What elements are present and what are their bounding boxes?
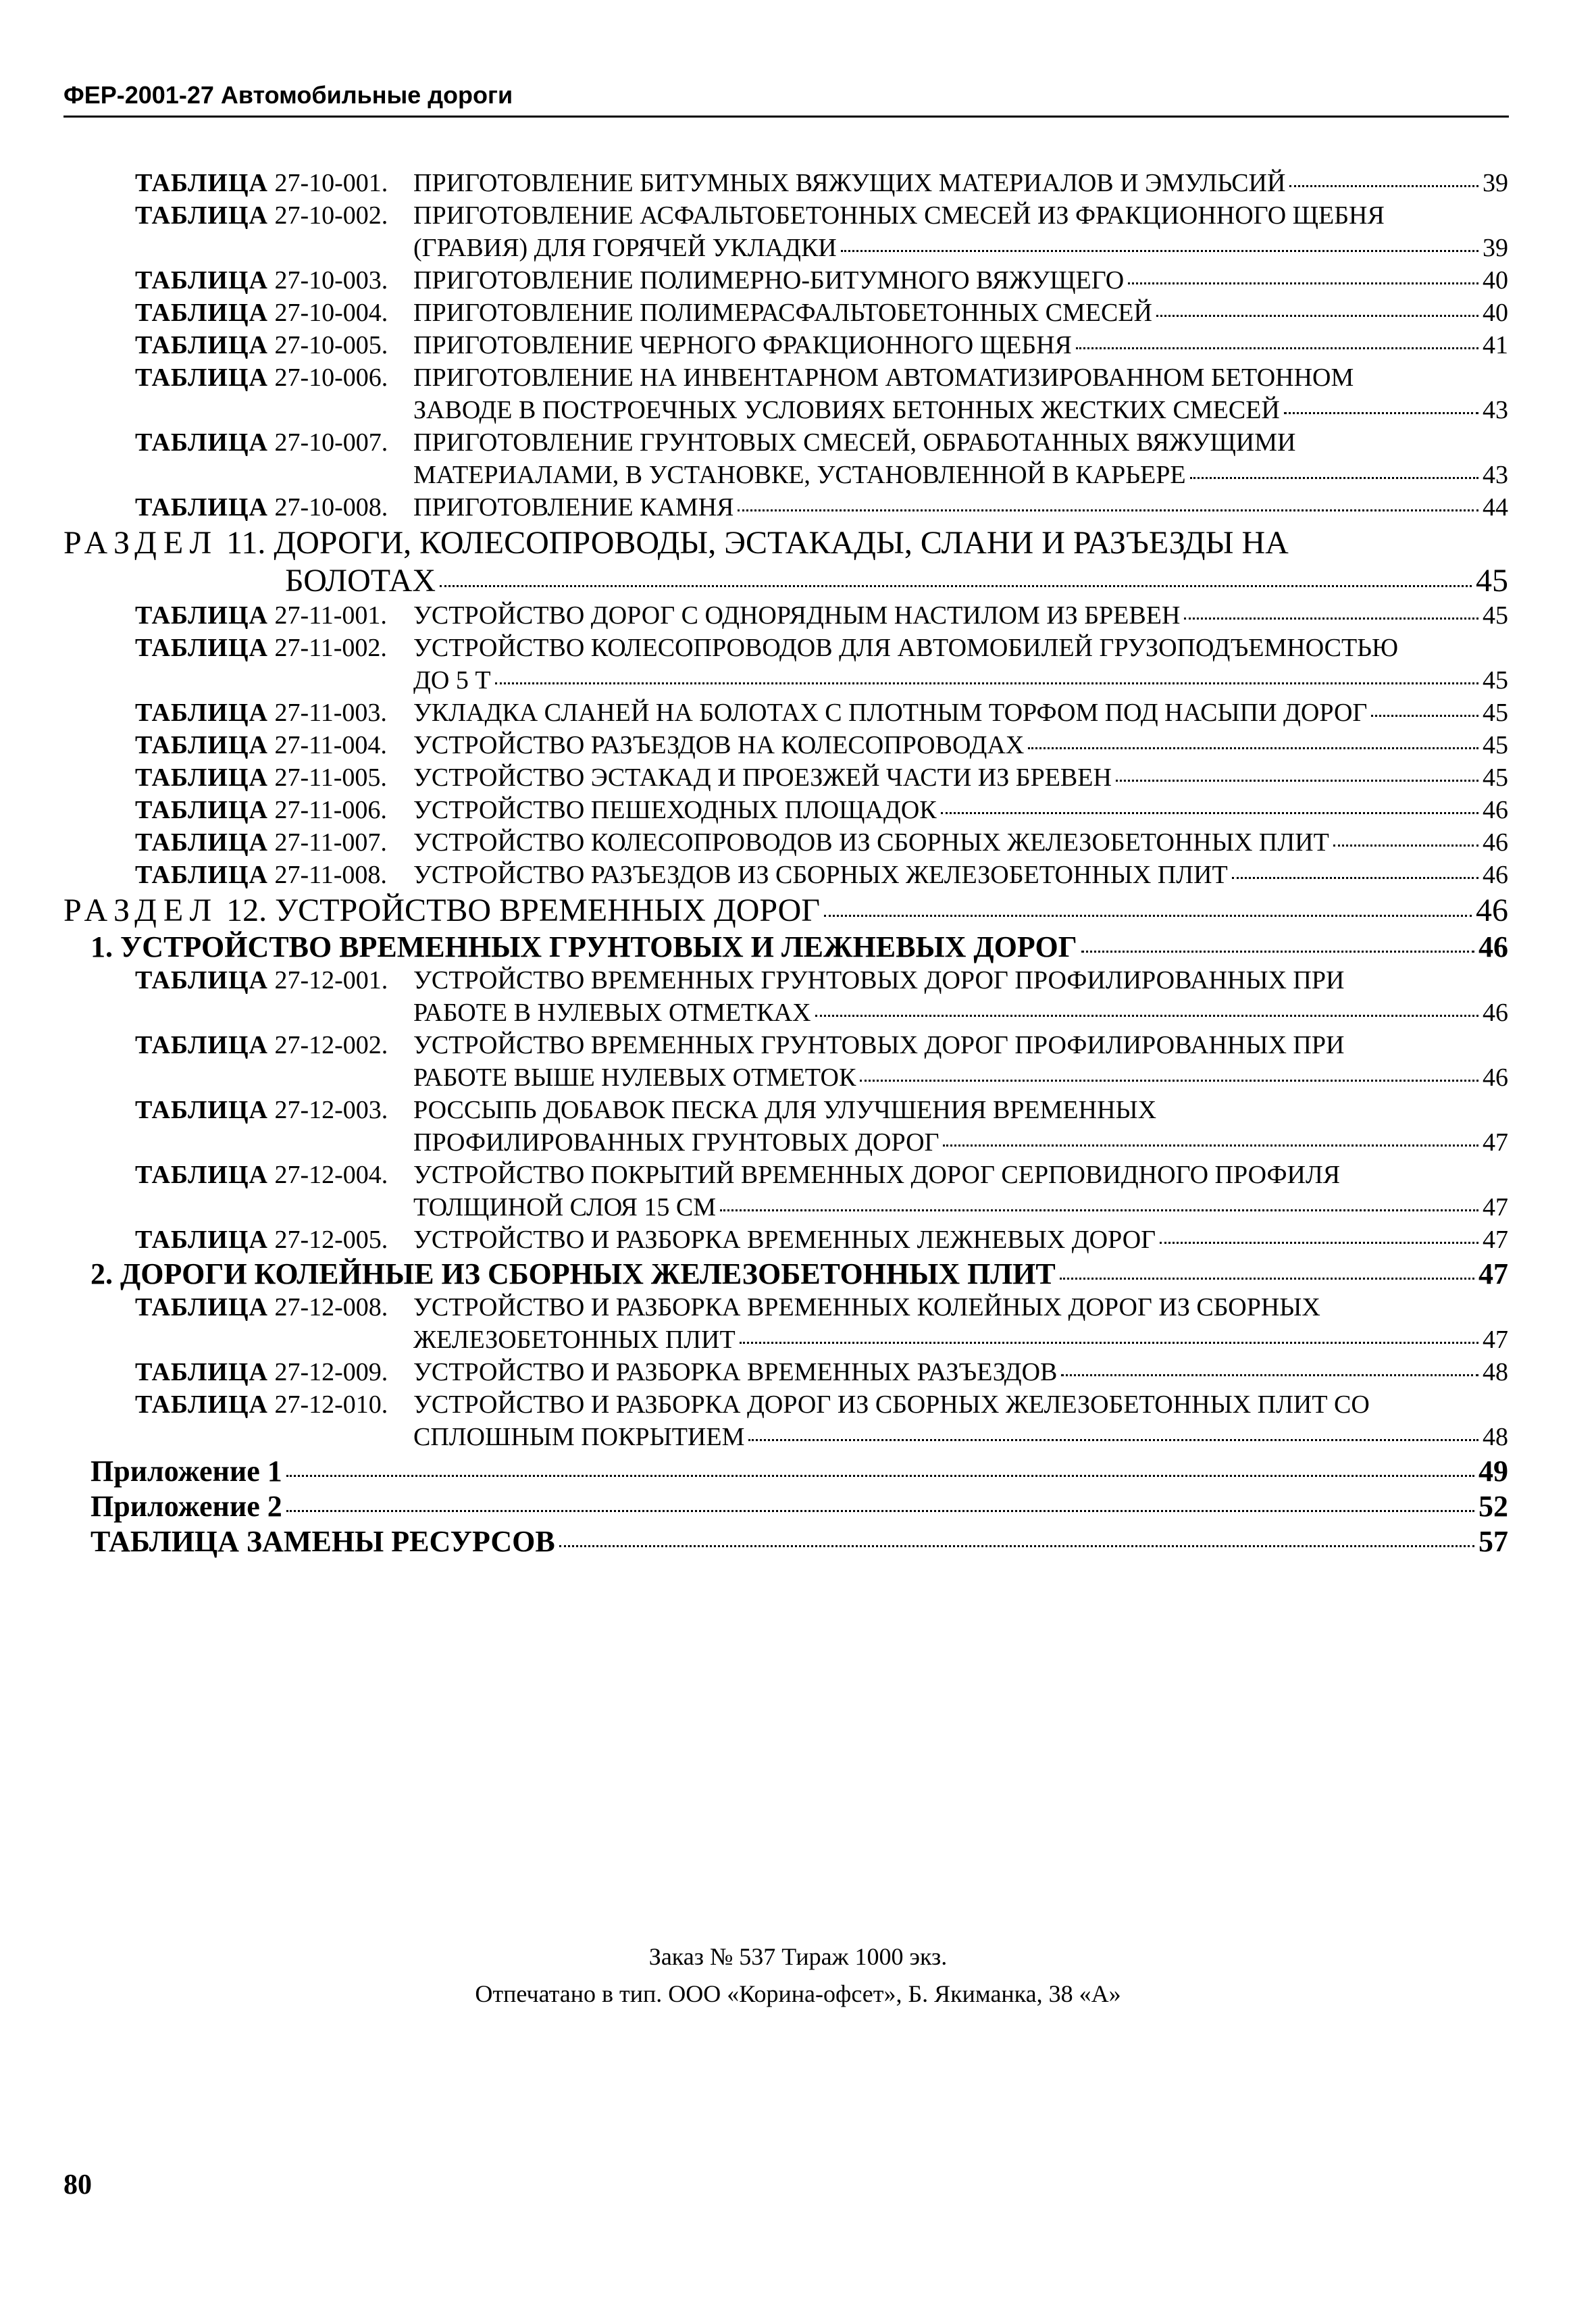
table-number: 27-12-001. [274,966,388,995]
page-ref: 46 [1483,861,1508,889]
entry-title: Приложение 1 [91,1455,282,1488]
toc-entry [135,430,1508,455]
toc-entry [135,170,1508,196]
section-entry [63,527,1508,559]
table-code [135,1227,413,1253]
table-number: 27-10-003. [274,266,388,295]
page-ref: 45 [1483,666,1508,695]
entry-title: УСТРОЙСТВО ДОРОГ С ОДНОРЯДНЫМ НАСТИЛОМ ИЗ БРЕВЕН [413,601,1181,630]
entry-title: УСТРОЙСТВО ВРЕМЕННЫХ ДОРОГ [275,892,821,928]
toc-entry-continuation [413,1194,1508,1220]
table-label: ТАБЛИЦА [135,1358,268,1386]
table-number: 27-11-001. [274,601,387,630]
toc-entry [135,862,1508,888]
subsection-entry [91,932,1508,962]
page-ref: 45 [1483,601,1508,630]
toc-entry [135,1032,1508,1058]
page-ref: 46 [1478,930,1508,963]
entry-title: ПРОФИЛИРОВАННЫХ ГРУНТОВЫХ ДОРОГ [413,1128,939,1157]
table-number: 27-12-008. [274,1293,388,1322]
dot-leader [1060,1278,1474,1280]
table-code [135,967,413,993]
toc-entry [135,1162,1508,1188]
toc-entry [135,495,1508,520]
entry-title: 1. УСТРОЙСТВО ВРЕМЕННЫХ ГРУНТОВЫХ И ЛЕЖНЕВЫХ ДОРОГ [91,930,1077,963]
page-number: 80 [63,2169,92,2200]
table-number: 27-11-007. [274,828,387,857]
dot-leader [860,1080,1478,1082]
page-ref: 48 [1483,1358,1508,1386]
toc-entry [135,300,1508,326]
toc-entry [135,765,1508,790]
table-label: ТАБЛИЦА [135,493,268,522]
appendix-entry [91,1457,1508,1486]
table-number: 27-12-003. [274,1096,388,1124]
entry-title: РОССЫПЬ ДОБАВОК ПЕСКА ДЛЯ УЛУЧШЕНИЯ ВРЕМЕННЫХ [413,1096,1157,1124]
page-ref: 45 [1483,763,1508,792]
entry-title: УСТРОЙСТВО РАЗЪЕЗДОВ НА КОЛЕСОПРОВОДАХ [413,731,1025,759]
page-ref: 43 [1483,461,1508,489]
page-ref: 47 [1483,1128,1508,1157]
entry-title: БОЛОТАХ [285,563,436,599]
table-label: ТАБЛИЦА [135,601,268,630]
table-code [135,1032,413,1058]
dot-leader [1184,618,1478,620]
page-ref: 47 [1478,1257,1508,1290]
table-code [135,1162,413,1188]
table-code [135,365,413,391]
table-number: 27-11-002. [274,634,387,662]
table-code [135,495,413,520]
toc-entry [135,365,1508,391]
dot-leader [740,1342,1478,1344]
table-code [135,170,413,196]
toc-entry [135,603,1508,628]
entry-title: РАБОТЕ В НУЛЕВЫХ ОТМЕТКАХ [413,999,811,1027]
entry-title: УСТРОЙСТВО И РАЗБОРКА ВРЕМЕННЫХ КОЛЕЙНЫХ ДОРОГ ИЗ СБОРНЫХ [413,1293,1320,1322]
table-code [135,300,413,326]
table-code [135,332,413,358]
table-code [135,1294,413,1320]
entry-title: ПРИГОТОВЛЕНИЕ ПОЛИМЕРНО-БИТУМНОГО ВЯЖУЩЕГО [413,266,1125,295]
table-label: ТАБЛИЦА [135,299,268,327]
page-ref: 41 [1483,331,1508,359]
entry-title: ТОЛЩИНОЙ СЛОЯ 15 СМ [413,1193,717,1222]
entry-title: УСТРОЙСТВО И РАЗБОРКА ДОРОГ ИЗ СБОРНЫХ ЖЕЛЕЗОБЕТОННЫХ ПЛИТ СО [413,1390,1370,1419]
table-label: ТАБЛИЦА [135,1226,268,1254]
table-label: ТАБЛИЦА [135,861,268,889]
entry-title: СПЛОШНЫМ ПОКРЫТИЕМ [413,1423,745,1451]
page-ref: 45 [1483,731,1508,759]
entry-title: УСТРОЙСТВО ЭСТАКАД И ПРОЕЗЖЕЙ ЧАСТИ ИЗ БРЕВЕН [413,763,1112,792]
toc-entry-continuation [413,1327,1508,1353]
dot-leader [1190,477,1478,479]
dot-leader [824,915,1472,917]
table-number: 27-10-004. [274,299,388,327]
table-label: ТАБЛИЦА [135,699,268,727]
page-ref: 39 [1483,169,1508,197]
table-label: ТАБЛИЦА [135,1031,268,1059]
page-ref: 57 [1478,1525,1508,1558]
dot-leader [286,1475,1474,1477]
table-label: ТАБЛИЦА [135,363,268,392]
toc-entry-continuation [413,462,1508,488]
table-code [135,430,413,455]
entry-title: 2. ДОРОГИ КОЛЕЙНЫЕ ИЗ СБОРНЫХ ЖЕЛЕЗОБЕТОННЫХ ПЛИТ [91,1257,1056,1290]
table-code [135,635,413,661]
appendix-entry [91,1527,1508,1557]
page-ref: 47 [1483,1326,1508,1354]
table-number: 27-10-006. [274,363,388,392]
table-label: ТАБЛИЦА [135,1293,268,1322]
page-ref: 40 [1483,299,1508,327]
dot-leader [286,1510,1474,1512]
page-ref: 39 [1483,234,1508,262]
dot-leader [720,1209,1478,1211]
table-label: ТАБЛИЦА [135,331,268,359]
toc-entry [135,700,1508,726]
dot-leader [1028,747,1478,749]
dot-leader [1232,877,1478,879]
toc-entry [135,797,1508,823]
entry-title: (ГРАВИЯ) ДЛЯ ГОРЯЧЕЙ УКЛАДКИ [413,234,837,262]
table-code [135,732,413,758]
page-ref: 47 [1483,1193,1508,1222]
table-number: 27-11-003. [274,699,387,727]
table-label: ТАБЛИЦА [135,266,268,295]
dot-leader [1061,1374,1478,1376]
dot-leader [941,812,1478,814]
entry-title: РАБОТЕ ВЫШЕ НУЛЕВЫХ ОТМЕТОК [413,1063,856,1092]
page-ref: 46 [1483,828,1508,857]
dot-leader [1333,845,1478,847]
entry-title: УСТРОЙСТВО РАЗЪЕЗДОВ ИЗ СБОРНЫХ ЖЕЛЕЗОБЕТОННЫХ ПЛИТ [413,861,1228,889]
toc-entry-continuation [413,668,1508,693]
appendix-entry [91,1492,1508,1521]
dot-leader [815,1015,1478,1017]
toc-entry [135,332,1508,358]
entry-title: УСТРОЙСТВО И РАЗБОРКА ВРЕМЕННЫХ ЛЕЖНЕВЫХ ДОРОГ [413,1226,1156,1254]
table-label: ТАБЛИЦА [135,966,268,995]
page-ref: 45 [1483,699,1508,727]
page-ref: 46 [1476,892,1508,928]
table-code [135,1359,413,1385]
header-rule [63,116,1509,118]
page-ref: 45 [1476,563,1508,599]
entry-title: УСТРОЙСТВО ВРЕМЕННЫХ ГРУНТОВЫХ ДОРОГ ПРОФИЛИРОВАННЫХ ПРИ [413,966,1345,995]
dot-leader [1128,282,1478,284]
toc-entry-continuation [413,235,1508,261]
section-label: РАЗДЕЛ [63,525,219,561]
dot-leader [748,1439,1478,1441]
entry-title: ПРИГОТОВЛЕНИЕ ПОЛИМЕРАСФАЛЬТОБЕТОННЫХ СМЕСЕЙ [413,299,1152,327]
table-number: 27-12-009. [274,1358,388,1386]
table-code [135,700,413,726]
table-label: ТАБЛИЦА [135,796,268,824]
entry-title: УСТРОЙСТВО ВРЕМЕННЫХ ГРУНТОВЫХ ДОРОГ ПРОФИЛИРОВАННЫХ ПРИ [413,1031,1345,1059]
table-number: 27-12-005. [274,1226,388,1254]
toc-entry [135,203,1508,228]
table-code [135,765,413,790]
section-number: 11. [226,525,266,561]
entry-title: ТАБЛИЦА ЗАМЕНЫ РЕСУРСОВ [91,1525,555,1558]
table-number: 27-10-008. [274,493,388,522]
entry-title: УСТРОЙСТВО КОЛЕСОПРОВОДОВ ИЗ СБОРНЫХ ЖЕЛЕЗОБЕТОННЫХ ПЛИТ [413,828,1329,857]
toc-entry [135,268,1508,293]
table-number: 27-11-005. [274,763,387,792]
entry-title: ПРИГОТОВЛЕНИЕ НА ИНВЕНТАРНОМ АВТОМАТИЗИРОВАННОМ БЕТОННОМ [413,363,1354,392]
toc-entry [135,1359,1508,1385]
table-code [135,797,413,823]
table-number: 27-10-005. [274,331,388,359]
entry-title: Приложение 2 [91,1490,282,1523]
dot-leader [1081,951,1474,953]
toc-entry-continuation [413,1000,1508,1026]
print-order-line: Заказ № 537 Тираж 1000 экз. [648,1943,948,1970]
table-label: ТАБЛИЦА [135,428,268,457]
toc-entry [135,1392,1508,1417]
table-number: 27-12-002. [274,1031,388,1059]
entry-title: ПРИГОТОВЛЕНИЕ КАМНЯ [413,493,734,522]
entry-title: МАТЕРИАЛАМИ, В УСТАНОВКЕ, УСТАНОВЛЕННОЙ В КАРЬЕРЕ [413,461,1186,489]
table-number: 27-10-007. [274,428,388,457]
table-number: 27-10-002. [274,201,388,230]
toc-entry [135,1294,1508,1320]
dot-leader [1284,412,1478,414]
table-code [135,830,413,855]
table-code [135,603,413,628]
table-code [135,1097,413,1123]
entry-title: ЖЕЛЕЗОБЕТОННЫХ ПЛИТ [413,1326,736,1354]
dot-leader [1076,347,1478,349]
entry-title: ПРИГОТОВЛЕНИЕ БИТУМНЫХ ВЯЖУЩИХ МАТЕРИАЛОВ И ЭМУЛЬСИЙ [413,169,1286,197]
dot-leader [495,682,1478,684]
entry-title: ПРИГОТОВЛЕНИЕ ЧЕРНОГО ФРАКЦИОННОГО ЩЕБНЯ [413,331,1072,359]
entry-title: УКЛАДКА СЛАНЕЙ НА БОЛОТАХ С ПЛОТНЫМ ТОРФОМ ПОД НАСЫПИ ДОРОГ [413,699,1368,727]
dot-leader [1116,780,1478,782]
page-ref: 44 [1483,493,1508,522]
printing-house-line: Отпечатано в тип. ООО «Корина-офсет», Б. Якиманка, 38 «А» [475,1980,1121,2007]
entry-title: ДОРОГИ, КОЛЕСОПРОВОДЫ, ЭСТАКАДЫ, СЛАНИ И РАЗЪЕЗДЫ НА [274,525,1289,561]
dot-leader [440,585,1472,587]
section-entry-continuation [285,565,1508,597]
dot-leader [1289,185,1478,187]
table-label: ТАБЛИЦА [135,1096,268,1124]
table-number: 27-12-004. [274,1161,388,1189]
page-ref: 46 [1483,999,1508,1027]
toc-entry [135,1097,1508,1123]
section-number: 12. [226,892,267,928]
table-number: 27-12-010. [274,1390,388,1419]
entry-title: ПРИГОТОВЛЕНИЕ АСФАЛЬТОБЕТОННЫХ СМЕСЕЙ ИЗ ФРАКЦИОННОГО ЩЕБНЯ [413,201,1385,230]
table-code [135,1392,413,1417]
dot-leader [1156,315,1478,317]
toc-entry-continuation [413,1424,1508,1450]
subsection-entry [91,1259,1508,1289]
page-ref: 40 [1483,266,1508,295]
toc-entry [135,967,1508,993]
page-ref: 48 [1483,1423,1508,1451]
toc-entry-continuation [413,1065,1508,1090]
table-label: ТАБЛИЦА [135,201,268,230]
dot-leader [841,250,1478,252]
toc-entry [135,1227,1508,1253]
table-code [135,203,413,228]
table-label: ТАБЛИЦА [135,1161,268,1189]
table-number: 27-11-008. [274,861,387,889]
entry-title: УСТРОЙСТВО ПЕШЕХОДНЫХ ПЛОЩАДОК [413,796,937,824]
dot-leader [738,509,1478,511]
entry-title: ДО 5 Т [413,666,491,695]
table-code [135,862,413,888]
entry-title: ПРИГОТОВЛЕНИЕ ГРУНТОВЫХ СМЕСЕЙ, ОБРАБОТАННЫХ ВЯЖУЩИМИ [413,428,1296,457]
toc-entry [135,635,1508,661]
dot-leader [1371,715,1478,717]
table-label: ТАБЛИЦА [135,1390,268,1419]
entry-title: УСТРОЙСТВО ПОКРЫТИЙ ВРЕМЕННЫХ ДОРОГ СЕРПОВИДНОГО ПРОФИЛЯ [413,1161,1341,1189]
table-code [135,268,413,293]
table-number: 27-11-006. [274,796,387,824]
section-label: РАЗДЕЛ [63,892,219,928]
page-ref: 47 [1483,1226,1508,1254]
table-label: ТАБЛИЦА [135,634,268,662]
entry-title: УСТРОЙСТВО КОЛЕСОПРОВОДОВ ДЛЯ АВТОМОБИЛЕЙ ГРУЗОПОДЪЕМНОСТЬЮ [413,634,1399,662]
table-label: ТАБЛИЦА [135,731,268,759]
dot-leader [943,1145,1478,1147]
dot-leader [559,1545,1474,1547]
toc-entry [135,830,1508,855]
table-number: 27-11-004. [274,731,387,759]
running-header: ФЕР-2001-27 Автомобильные дороги [63,81,513,109]
table-label: ТАБЛИЦА [135,763,268,792]
page-ref: 46 [1483,1063,1508,1092]
toc-entry-continuation [413,397,1508,423]
dot-leader [1160,1242,1478,1244]
entry-title: ЗАВОДЕ В ПОСТРОЕЧНЫХ УСЛОВИЯХ БЕТОННЫХ ЖЕСТКИХ СМЕСЕЙ [413,396,1280,424]
entry-title: УСТРОЙСТВО И РАЗБОРКА ВРЕМЕННЫХ РАЗЪЕЗДОВ [413,1358,1058,1386]
page-ref: 46 [1483,796,1508,824]
toc-entry-continuation [413,1130,1508,1155]
section-entry [63,892,1508,928]
page-ref: 52 [1478,1490,1508,1523]
toc-entry [135,732,1508,758]
table-number: 27-10-001. [274,169,388,197]
page-ref: 43 [1483,396,1508,424]
table-label: ТАБЛИЦА [135,828,268,857]
table-label: ТАБЛИЦА [135,169,268,197]
page-ref: 49 [1478,1455,1508,1488]
